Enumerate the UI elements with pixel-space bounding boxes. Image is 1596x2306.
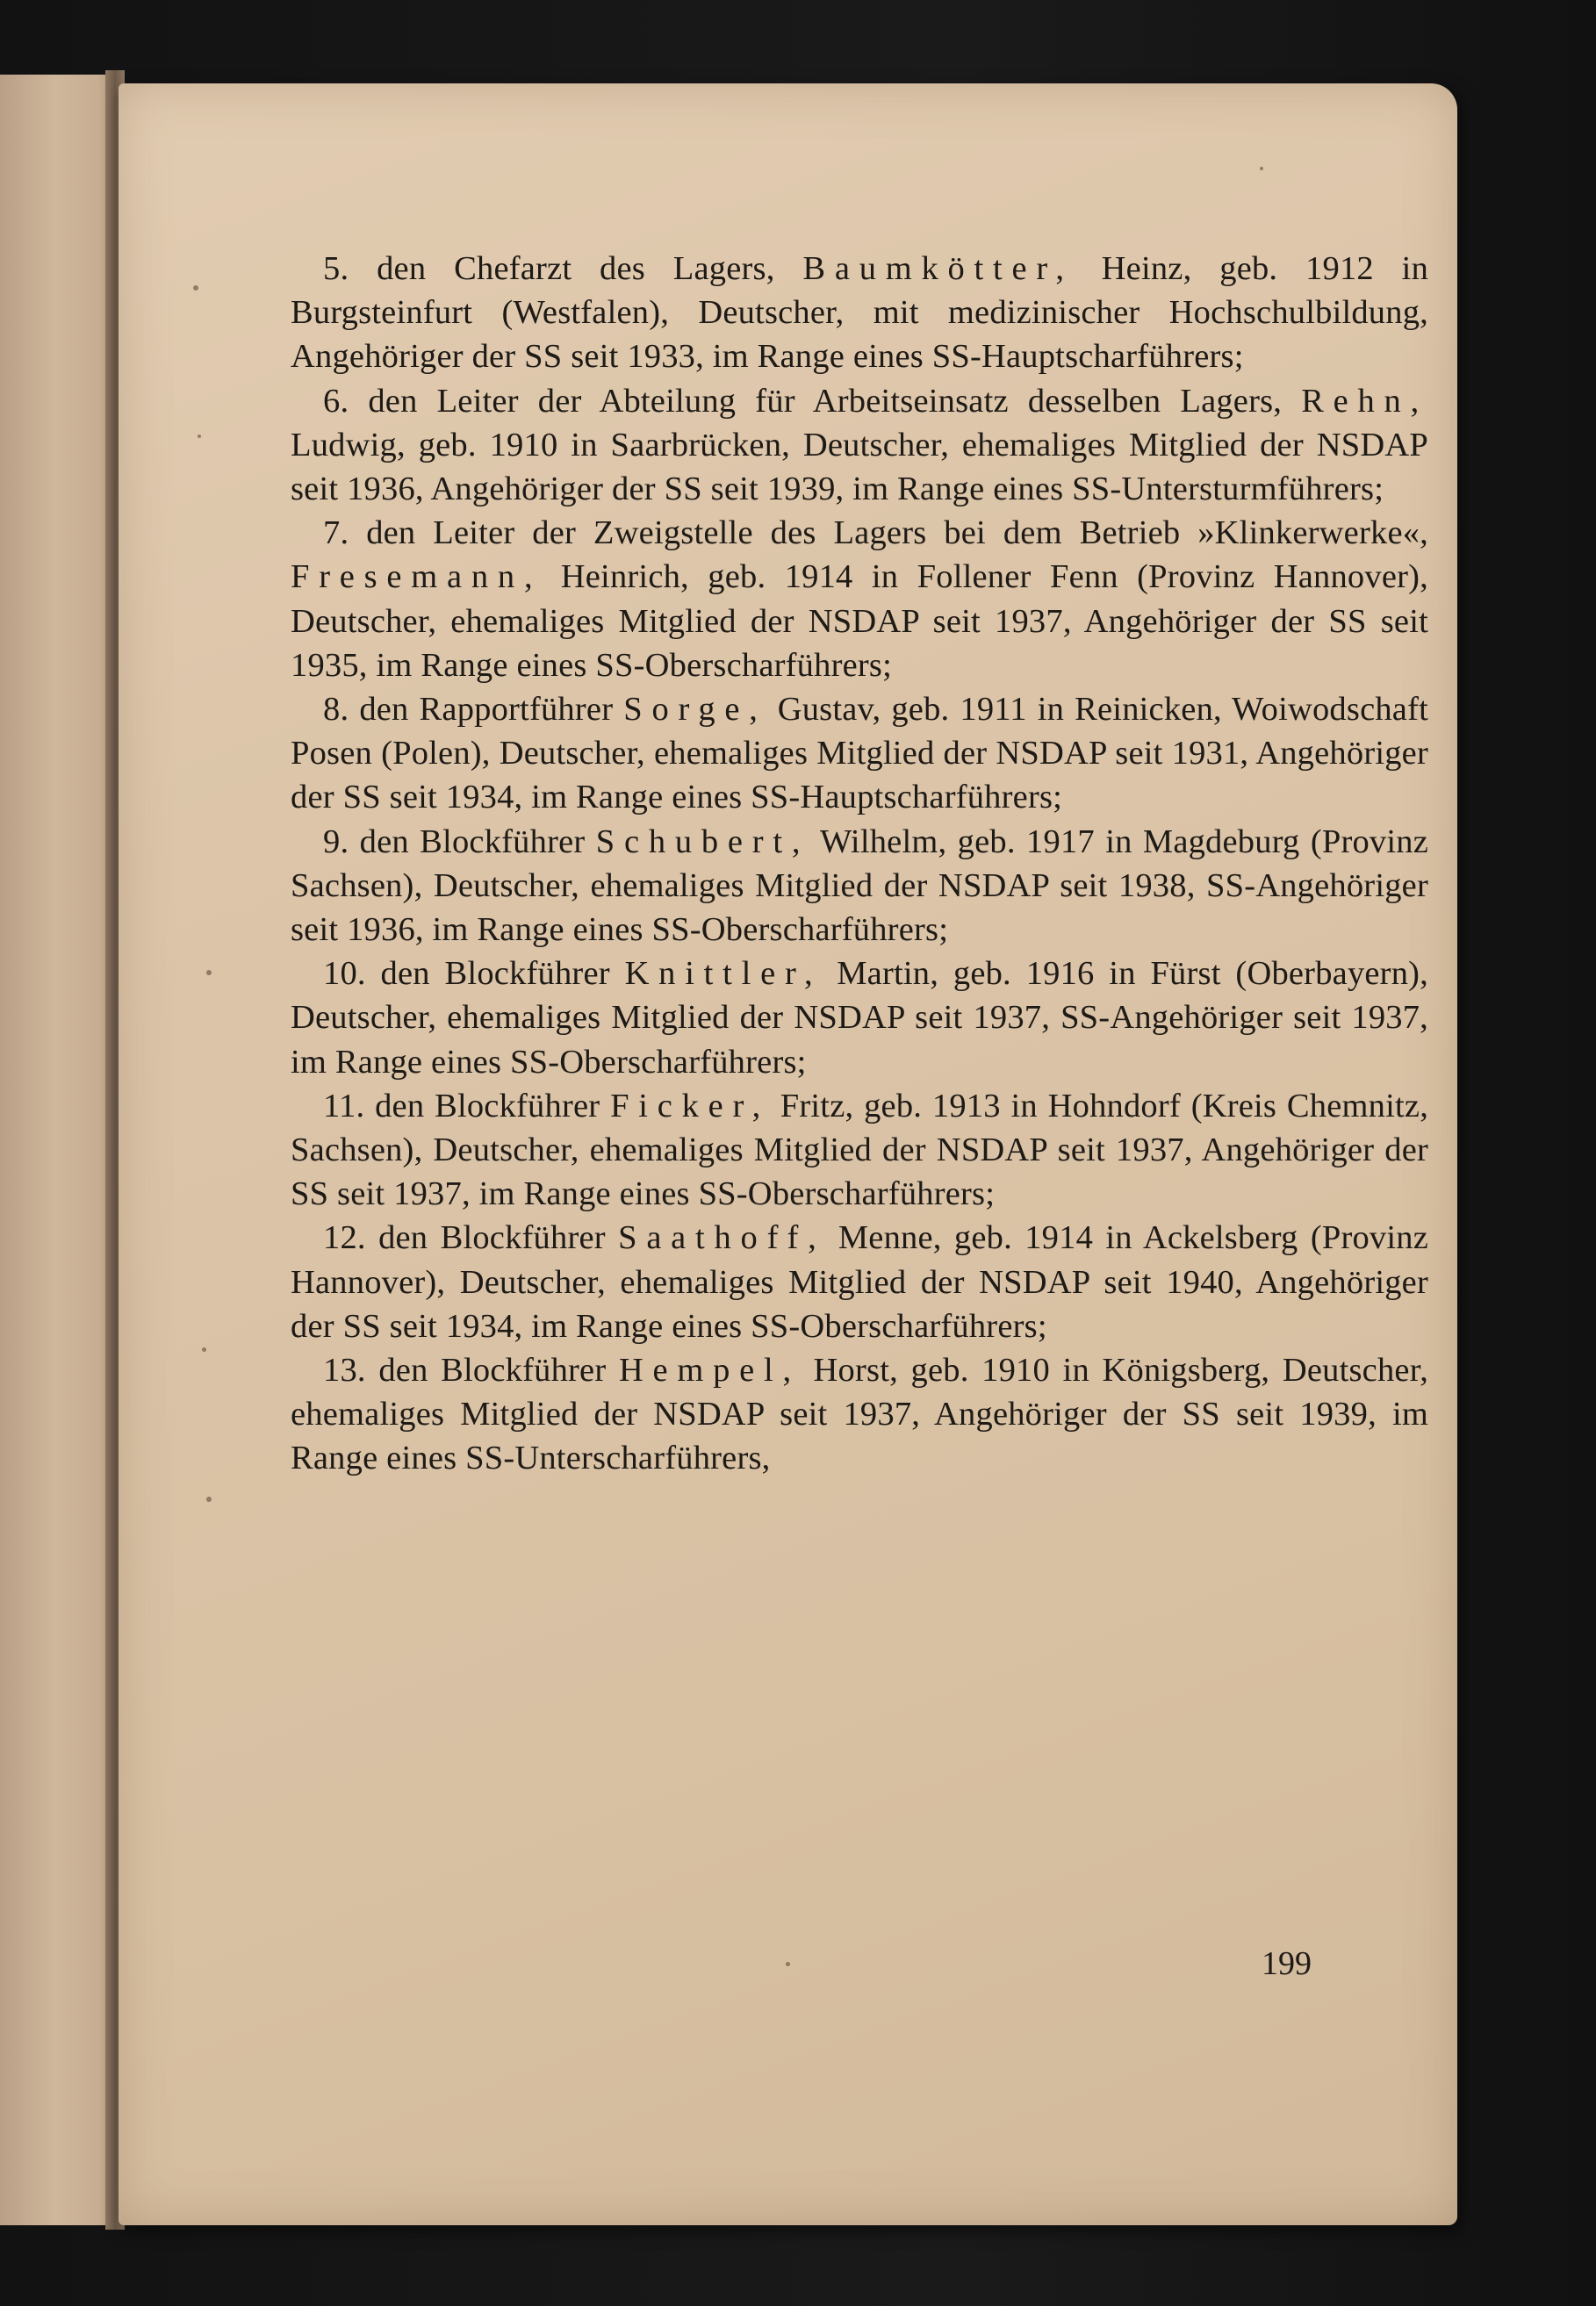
list-item <box>291 1348 1428 1481</box>
entry-details: Ludwig, geb. 1910 in Saarbrücken, Deutscher, ehemaliges Mitglied der NSDAP seit 1936, Angehöriger der SS seit 1939, im Range eines SS-Untersturmführers; <box>291 426 1428 508</box>
entry-number: 6. <box>323 382 349 420</box>
entry-details: Wilhelm, geb. 1917 in Magdeburg (Provinz Sachsen), Deutscher, ehemaliges Mitglied der NSDAP seit 1938, SS-Angehöriger seit 1936, im Range eines SS-Oberscharführers; <box>291 823 1429 949</box>
page-number: 199 <box>1262 1945 1312 1982</box>
paper-speck <box>786 1962 790 1966</box>
paper-speck <box>1260 167 1263 170</box>
entry-details: Martin, geb. 1916 in Fürst (Oberbayern), Deutscher, ehemaliges Mitglied der NSDAP seit 1937, SS-Angehöriger seit 1937, im Range eines SS-Oberscharführers; <box>291 955 1428 1081</box>
entry-intro: den Blockführer <box>380 955 610 993</box>
paper-speck <box>206 970 212 975</box>
list-item <box>291 952 1428 1084</box>
book-page <box>119 83 1457 2225</box>
entry-intro: den Chefarzt des Lagers, <box>377 250 775 287</box>
entry-surname: Baumkötter, <box>802 250 1074 287</box>
list-item <box>291 511 1428 687</box>
entry-number: 7. <box>323 514 349 552</box>
list-item <box>291 247 1428 379</box>
list-item <box>291 820 1428 952</box>
entry-surname: Rehn, <box>1301 382 1428 420</box>
entry-details: Heinrich, geb. 1914 in Follener Fenn (Provinz Hannover), Deutscher, ehemaliges Mitglied der NSDAP seit 1937, Angehöriger der SS seit 1935, im Range eines SS-Oberscharführers; <box>291 558 1428 684</box>
entry-intro: den Blockführer <box>375 1087 600 1124</box>
entry-details: Fritz, geb. 1913 in Hohndorf (Kreis Chemnitz, Sachsen), Deutscher, ehemaliges Mitglied der NSDAP seit 1937, Angehöriger der SS seit 1937, im Range eines SS-Oberscharführers; <box>291 1087 1429 1213</box>
paper-speck <box>193 285 198 291</box>
list-item <box>291 687 1428 820</box>
paper-speck <box>206 1497 212 1502</box>
paper-speck <box>202 1347 206 1352</box>
entry-number: 13. <box>323 1352 366 1390</box>
entry-surname: Knittler, <box>624 955 823 993</box>
paper-speck <box>198 435 201 438</box>
entry-surname: Ficker, <box>610 1087 770 1124</box>
body-text <box>291 247 1428 1481</box>
entry-intro: den Blockführer <box>359 823 586 860</box>
entry-intro: den Leiter der Zweigstelle des Lagers bei dem Betrieb »Klinkerwerke«, <box>366 514 1429 552</box>
entry-number: 12. <box>323 1219 366 1257</box>
entry-surname: Schubert, <box>595 823 810 860</box>
entry-details: Gustav, geb. 1911 in Reinicken, Woiwodschaft Posen (Polen), Deutscher, ehemaliges Mitglied der NSDAP seit 1931, Angehöriger der SS seit 1934, im Range eines SS-Hauptscharführers; <box>291 691 1429 816</box>
entry-details: Menne, geb. 1914 in Ackelsberg (Provinz Hannover), Deutscher, ehemaliges Mitglied der NSDAP seit 1940, Angehöriger der SS seit 1934, im Range eines SS-Oberscharführers; <box>291 1219 1429 1345</box>
entry-details: Horst, geb. 1910 in Königsberg, Deutscher, ehemaliges Mitglied der NSDAP seit 1937, Angehöriger der SS seit 1939, im Range eines SS-Unterscharführers, <box>291 1352 1429 1477</box>
entry-surname: Saathoff, <box>618 1219 826 1257</box>
entry-number: 11. <box>323 1087 365 1124</box>
entry-number: 8. <box>323 691 349 729</box>
entry-intro: den Leiter der Abteilung für Arbeitseinsatz desselben Lagers, <box>368 382 1283 420</box>
list-item <box>291 379 1428 512</box>
entry-intro: den Rapportführer <box>359 691 614 729</box>
entry-number: 10. <box>323 955 366 993</box>
entry-details: Heinz, geb. 1912 in Burgsteinfurt (Westfalen), Deutscher, mit medizinischer Hochschulbildung, Angehöriger der SS seit 1933, im Range eines SS-Hauptscharführers; <box>291 250 1429 376</box>
entry-surname: Hempel, <box>618 1352 801 1390</box>
list-item <box>291 1084 1428 1217</box>
entry-surname: Sorge, <box>623 691 767 729</box>
entry-number: 9. <box>323 823 349 860</box>
entry-number: 5. <box>323 250 349 287</box>
entry-surname: Fresemann, <box>291 558 543 596</box>
left-facing-page <box>0 75 123 2225</box>
list-item <box>291 1216 1428 1348</box>
entry-intro: den Blockführer <box>378 1219 606 1257</box>
entry-intro: den Blockführer <box>378 1352 607 1390</box>
